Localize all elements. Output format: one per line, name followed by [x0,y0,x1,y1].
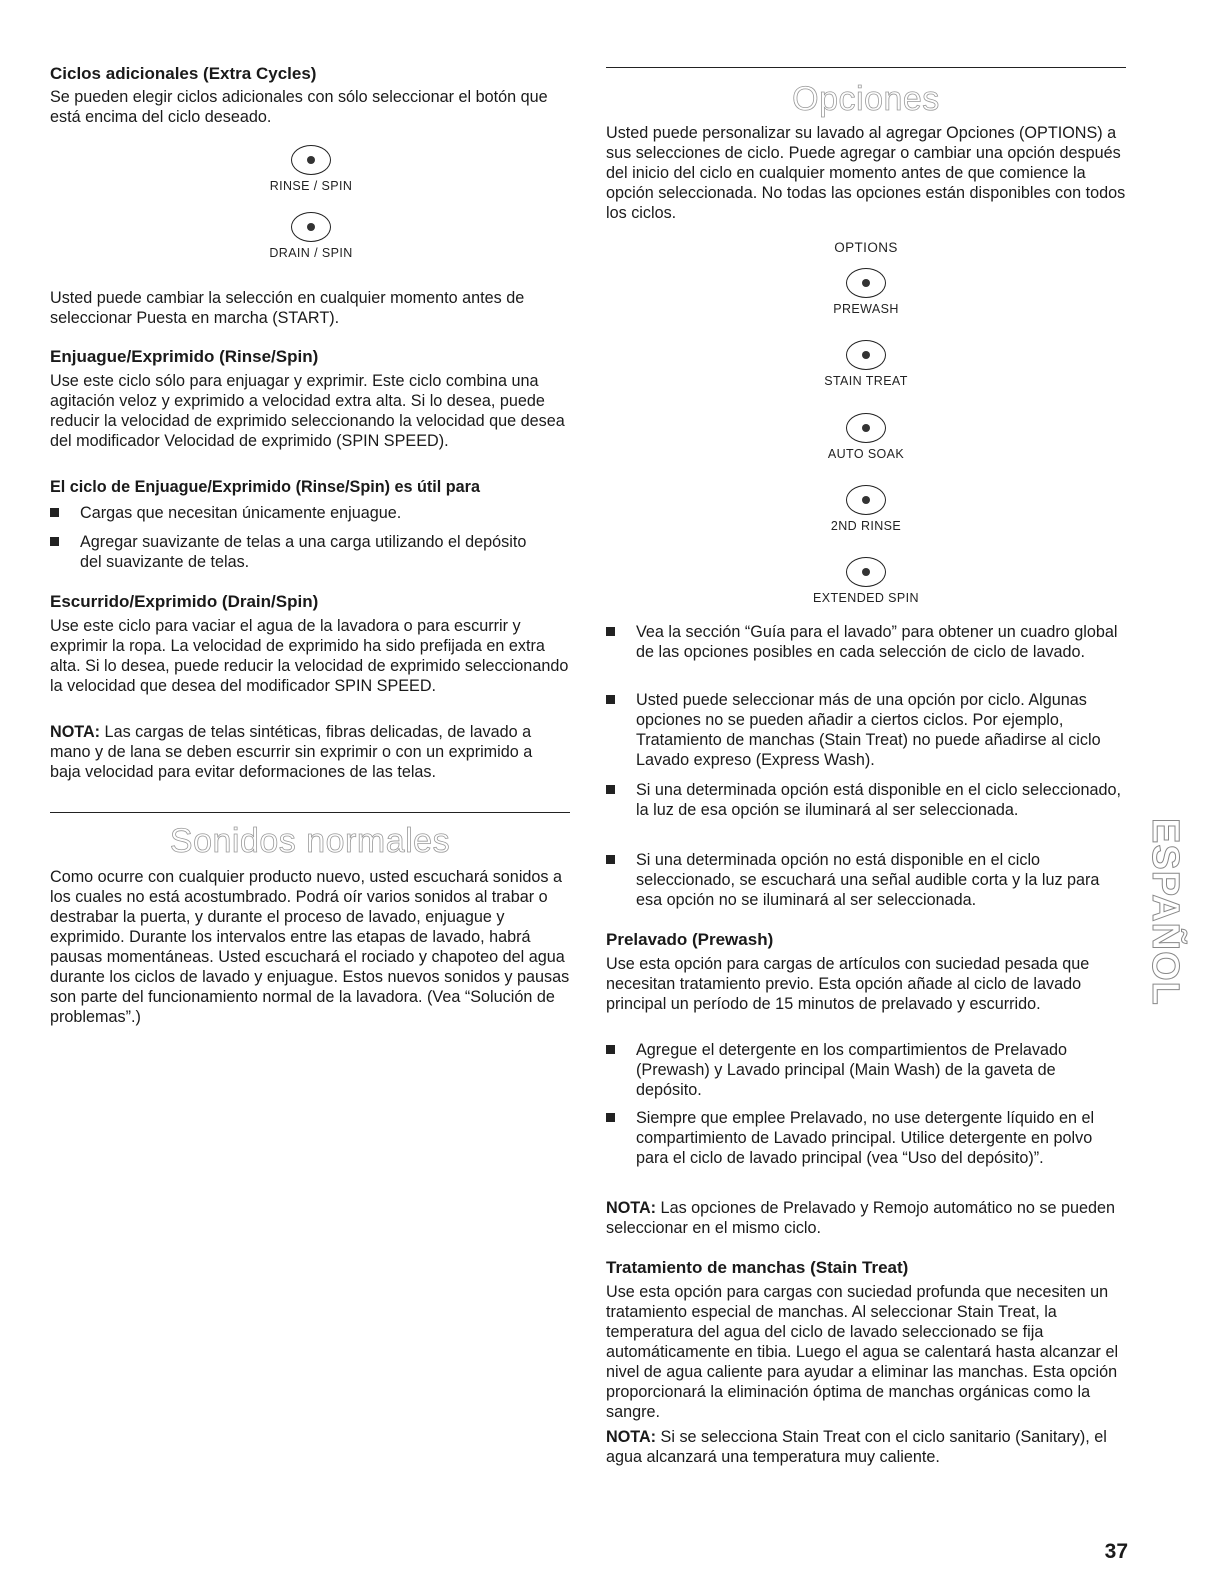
button-circle-icon [291,145,331,175]
divider [606,67,1126,68]
sounds-heading: Sonidos normales [169,822,451,860]
button-circle-icon [291,212,331,242]
list-item: Cargas que necesitan únicamente enjuague. [50,503,550,523]
options-label: OPTIONS [834,240,898,255]
stain-treat-text: Use esta opción para cargas con suciedad profunda que necesiten un tratamiento especial de manchas. Al seleccionar Stain Treat, la temperatura del agua del ciclo de lavado seleccionado se fija automáticamente en tibia. Luego el agua se calentará hasta alcanzar el nivel de agua caliente para ayudar a eliminar las manchas. Esta opción proporcionará la eliminación óptima de manchas orgánicas como la sangre. [606,1283,1119,1421]
extra-cycles-text: Se pueden elegir ciclos adicionales con sólo seleccionar el botón que está encima del ciclo deseado. [50,88,548,126]
prewash-title: Prelavado (Prewash) [606,930,774,949]
language-side-tab [1144,818,1190,1058]
prewash-text: Use esta opción para cargas de artículos con suciedad pesada que necesitan tratamiento previo. Esta opción añade al ciclo de lavado principal un período de 15 minutos de prelavado y escurrido. [606,955,1090,1013]
button-circle-icon [846,340,886,370]
rinse-spin-useful: El ciclo de Enjuague/Exprimido (Rinse/Spin) es útil para [50,478,480,496]
list-item: Siempre que emplee Prelavado, no use detergente líquido en el compartimiento de Lavado principal. Utilice detergente en polvo para el ciclo de lavado principal (vea “Uso del depósito)”. [606,1108,1124,1168]
drain-spin-note: NOTA: Las cargas de telas sintéticas, fibras delicadas, de lavado a mano y de lana se deben escurrir sin exprimir o con un exprimido a baja velocidad para evitar deformaciones de las telas. [50,723,533,781]
button-circle-icon [846,485,886,515]
side-tab-label: ESPAÑOL [1144,818,1186,1006]
auto-soak-label: AUTO SOAK [827,447,905,461]
extra-cycles-title: Ciclos adicionales (Extra Cycles) [50,64,317,83]
second-rinse-button[interactable] [786,485,946,533]
options-text: Usted puede personalizar su lavado al agregar Opciones (OPTIONS) a sus selecciones de ciclo. Puede agregar o cambiar una opción después del inicio del ciclo en cualquier momento antes de que comience la opción seleccionada. No todas las opciones están disponibles con todos los ciclos. [606,124,1126,222]
stain-treat-note: NOTA: Si se selecciona Stain Treat con el ciclo sanitario (Sanitary), el agua alcanzará una temperatura muy caliente. [606,1428,1107,1466]
rinse-spin-title: Enjuague/Exprimido (Rinse/Spin) [50,347,319,366]
prewash-label: PREWASH [833,302,899,316]
options-heading: Opciones [792,80,940,118]
extra-cycles-change-text: Usted puede cambiar la selección en cualquier momento antes de seleccionar Puesta en marcha (START). [50,289,525,327]
extended-spin-label: EXTENDED SPIN [813,591,919,605]
drain-spin-title: Escurrido/Exprimido (Drain/Spin) [50,592,319,611]
list-item: Agregue el detergente en los compartimientos de Prelavado (Prewash) y Lavado principal (Main Wash) de la gaveta de depósito. [606,1040,1124,1100]
button-circle-icon [846,268,886,298]
stain-treat-label: STAIN TREAT [824,374,908,388]
rinse-spin-label: RINSE / SPIN [269,179,353,193]
auto-soak-button[interactable] [786,413,946,461]
rinse-spin-button[interactable] [231,145,391,193]
list-item: Si una determinada opción está disponible en el ciclo seleccionado, la luz de esa opción se iluminará al ser seleccionada. [606,780,1124,820]
list-item: Usted puede seleccionar más de una opción por ciclo. Algunas opciones no se pueden añadir a ciertos ciclos. Por ejemplo, Tratamiento de manchas (Stain Treat) no puede añadirse al ciclo Lavado expreso (Express Wash). [606,690,1124,770]
second-rinse-label: 2ND RINSE [830,519,902,533]
list-item: Agregar suavizante de telas a una carga utilizando el depósito del suavizante de telas. [50,532,550,572]
drain-spin-label: DRAIN / SPIN [269,246,353,260]
sounds-text: Como ocurre con cualquier producto nuevo, usted escuchará sonidos a los cuales no está acostumbrado. Podrá oír varios sonidos al trabar o destrabar la puerta, y durante el proceso de lavado, enjuague y exprimido. Durante los intervalos entre las etapas de lavado, habrá pausas momentáneas. Usted escuchará el rociado y chapoteo del agua durante los ciclos de lavado y enjuague. Estos nuevos sonidos y pausas son parte del funcionamiento normal de la lavadora. (Vea “Solución de problemas”.) [50,868,570,1026]
list-item: Si una determinada opción no está disponible en el ciclo seleccionado, se escuchará una señal audible corta y la luz para esa opción no se iluminará al ser seleccionada. [606,850,1124,910]
drain-spin-button[interactable] [231,212,391,260]
prewash-button[interactable] [786,268,946,316]
stain-treat-button[interactable] [786,340,946,388]
extended-spin-button[interactable] [786,557,946,605]
page-number: 37 [1104,1540,1128,1563]
prewash-note: NOTA: Las opciones de Prelavado y Remojo automático no se pueden seleccionar en el mismo ciclo. [606,1199,1116,1237]
rinse-spin-text: Use este ciclo sólo para enjuagar y exprimir. Este ciclo combina una agitación veloz y exprimido a velocidad extra alta. Si lo desea, puede reducir la velocidad de exprimido seleccionando la velocidad que desea del modificador Velocidad de exprimido (SPIN SPEED). [50,372,565,450]
list-item: Vea la sección “Guía para el lavado” para obtener un cuadro global de las opciones posibles en cada selección de ciclo de lavado. [606,622,1124,662]
button-circle-icon [846,413,886,443]
button-circle-icon [846,557,886,587]
divider [50,812,570,813]
drain-spin-text: Use este ciclo para vaciar el agua de la lavadora o para escurrir y exprimir la ropa. La velocidad de exprimido ha sido prefijada en extra alta. Si lo desea, puede reducir la velocidad de exprimido seleccionando la velocidad que desea del modificador SPIN SPEED. [50,617,569,695]
stain-treat-title: Tratamiento de manchas (Stain Treat) [606,1258,909,1277]
